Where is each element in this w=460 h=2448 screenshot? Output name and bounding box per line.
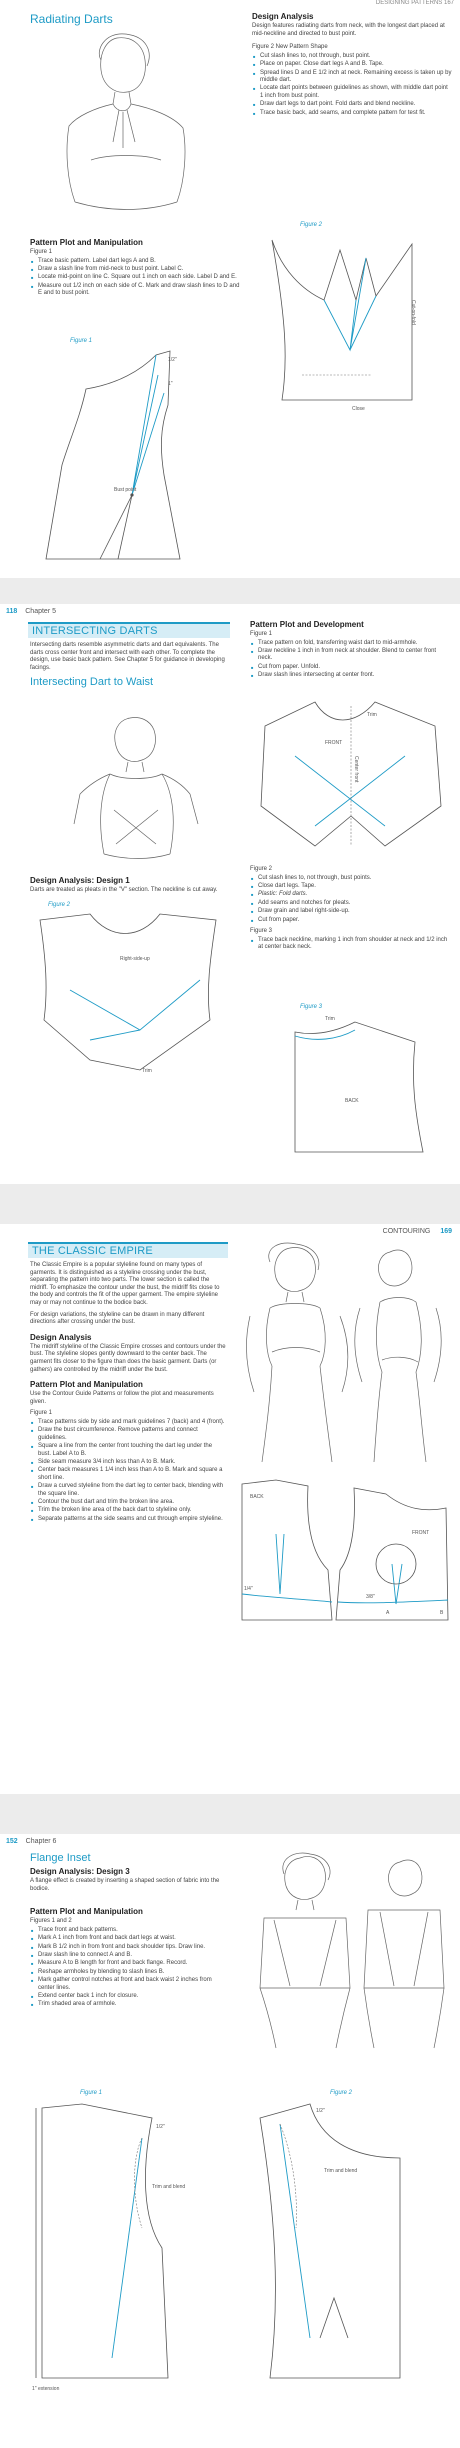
list-item: ■ Measure A to B length for front and back flange. Record. (38, 1960, 230, 1967)
list-item: ■ Cut from paper. Unfold. (258, 664, 450, 671)
half-inch-label: 1/2" (168, 357, 177, 363)
list-item: ■ Cut from paper. (258, 917, 450, 924)
trim-label-fig3: Trim (325, 1016, 335, 1022)
left-column (30, 1262, 226, 1527)
chapter-label: Chapter 6 (25, 1838, 57, 1845)
list-item: ■ Draw the bust circumference. Remove patterns and connect guidelines. (38, 1427, 226, 1442)
figure2-caption: Figure 2 (48, 902, 71, 908)
list-item: ■ Extend center back 1 inch for closure. (38, 1993, 230, 2000)
left-column (30, 12, 240, 26)
section-label: CONTOURING (382, 1228, 431, 1235)
back-label: BACK (250, 1494, 264, 1500)
list-item: ■ Mark A 1 inch from front and back dart legs at waist. (38, 1935, 230, 1942)
back-label: BACK (345, 1098, 359, 1104)
list-item: ■ Draw a curved styleline from the dart leg to center back, blending with the square line. (38, 1483, 226, 1498)
figure2-caption: Figure 2 (300, 222, 323, 228)
list-item: ■ Contour the bust dart and trim the broken line area. (38, 1499, 226, 1506)
page-gap (0, 578, 460, 604)
half-inch-label: 1/2" (156, 2124, 165, 2130)
subtitle: Intersecting Dart to Waist (30, 676, 154, 689)
point-a-label: A (386, 1610, 390, 1616)
intro-text-2: For design variations, the styleline can be drawn in many different directions after crossing under the bust. (30, 1311, 205, 1326)
figure1-label: Figure 1 (250, 631, 273, 637)
close-label: Close (352, 406, 365, 412)
list-item: ■ Square a line from the center front touching the dart leg under the bust. Label A to B. (38, 1443, 226, 1458)
figure3-caption: Figure 3 (300, 1004, 323, 1010)
page-intersecting-darts (0, 604, 460, 1184)
figure1-label: Figure 1 (30, 1410, 53, 1417)
design-analysis-heading: Design Analysis (252, 12, 314, 21)
sketch-flange-inset (250, 1848, 450, 2053)
list-item: ■ Trim shaded area of armhole. (38, 2001, 230, 2008)
page-gap (0, 1184, 460, 1224)
pattern-figure3 (285, 1012, 435, 1162)
page-number: 152 (6, 1838, 18, 1845)
pattern-figure1 (255, 696, 450, 856)
list-item: ■ Spread lines D and E 1/2 inch at neck. Remaining excess is taken up by middle dart. (260, 70, 452, 85)
plot-text: Use the Contour Guide Patterns or follow the plot and measurements given. (30, 1391, 214, 1405)
page-classic-empire (0, 1224, 460, 1794)
list-item: ■ Place on paper. Close dart legs A and B. Tape. (260, 61, 452, 68)
list-item: ■ Add seams and notches for pleats. (258, 900, 450, 907)
pattern-figure2 (30, 910, 230, 1080)
design-analysis-text: A flange effect is created by inserting a shaped section of fabric into the bodice. (30, 1878, 220, 1892)
design-analysis-block (30, 876, 230, 899)
left-column (30, 1852, 230, 2013)
list-item: ■ Close dart legs. Tape. (258, 883, 450, 890)
right-side-up-label: Right-side-up (120, 956, 150, 962)
trim-label: Trim (142, 1068, 152, 1074)
list-item: ■ Draw a slash line from mid-neck to bust point. Label C. (38, 266, 240, 273)
front-label: FRONT (325, 740, 343, 746)
page-radiating-darts (0, 0, 460, 578)
sketch-intersecting-darts (70, 714, 220, 864)
plot-block (30, 238, 240, 302)
dim-quarter-label: 1/4" (244, 1586, 253, 1592)
figure2-list (252, 53, 452, 117)
pattern-figure1 (236, 1474, 452, 1634)
list-item: ■ Measure out 1/2 inch on each side of C. Mark and draw slash lines to D and E and to bust point. (38, 283, 240, 298)
running-header: DESIGNING PATTERNS 167 (375, 0, 454, 6)
figure1-list (250, 640, 450, 680)
figure1-caption: Figure 1 (70, 338, 93, 344)
sketch-radiating-darts (55, 30, 215, 230)
figures-label: Figures 1 and 2 (30, 1918, 72, 1925)
figure3-list (250, 937, 450, 952)
chapter-label: Chapter 5 (25, 608, 56, 615)
design-analysis-text: Darts are treated as pleats in the "V" section. The neckline is cut away. (30, 887, 218, 893)
page-flange-inset (0, 1834, 460, 2448)
front-label: FRONT (412, 1530, 430, 1536)
list-item: ■ Plastic: Fold darts. (258, 891, 450, 898)
left-column (30, 642, 230, 688)
list-item: ■ Trace basic pattern. Label dart legs A and B. (38, 258, 240, 265)
design-analysis-text: The midriff styleline of the Classic Empire crosses and contours under the bust. The styleline slopes gently downward to the center back. The garment fits closer to the figure than does the basic garment. Darts (or gathers) are controlled by the midriff under the bust. (30, 1343, 226, 1373)
figure2-label: Figure 2 (250, 866, 273, 872)
figure2-caption: Figure 2 (330, 2090, 353, 2096)
list-item: ■ Cut slash lines to, not through, bust point. (260, 53, 452, 60)
figure1-caption: Figure 1 (80, 2090, 103, 2096)
trim-blend-label: Trim and blend (152, 2184, 186, 2190)
section-banner: THE CLASSIC EMPIRE (28, 1242, 228, 1258)
pattern-figure2 (262, 230, 442, 410)
list-item: ■ Trace front and back patterns. (38, 1927, 230, 1934)
one-inch-label: 1" (168, 381, 173, 387)
figure2-list (250, 875, 450, 924)
list-item: ■ Draw dart legs to dart point. Fold darts and blend neckline. (260, 101, 452, 108)
list-item: ■ Draw neckline 1 inch in from neck at shoulder. Blend to center front neck. (258, 648, 450, 663)
list-item: ■ Locate dart points between guidelines as shown, with middle dart point 1 inch from bust point. (260, 85, 452, 100)
right-column (252, 12, 452, 121)
list-item: ■ Trace patterns side by side and mark guidelines 7 (back) and 4 (front). (38, 1419, 226, 1426)
section-title: Flange Inset (30, 1852, 91, 1864)
list-item: ■ Trace basic back, add seams, and complete pattern for test fit. (260, 110, 452, 117)
trim-blend-label-fig2: Trim and blend (324, 2168, 358, 2174)
page-number: 169 (440, 1228, 452, 1235)
design-analysis-heading: Design Analysis: Design 1 (30, 876, 130, 885)
bust-point-label: Bust point (114, 487, 137, 493)
trim-label-fig1: Trim (367, 712, 377, 718)
design-analysis-heading: Design Analysis (30, 1332, 92, 1342)
list-item: ■ Draw grain and label right-side-up. (258, 908, 450, 915)
extension-label: 1" extension (32, 2386, 60, 2392)
list-item: ■ Separate patterns at the side seams and cut through empire styleline. (38, 1516, 226, 1523)
list-item: ■ Mark gather control notches at front and back waist 2 inches from center lines. (38, 1977, 230, 1992)
list-item: ■ Draw slash line to connect A and B. (38, 1952, 230, 1959)
running-header (383, 1228, 452, 1235)
intro-text: Intersecting darts resemble asymmetric darts and dart equivalents. The darts cross center front and intersect with each other. To complete the design, use basic back pattern. See Chapter 5 for guidance in developing facings. (30, 642, 225, 671)
running-header (6, 1838, 56, 1845)
plot-heading: Pattern Plot and Manipulation (30, 1380, 143, 1390)
list-item: ■ Trace pattern on fold, transferring waist dart to mid-armhole. (258, 640, 450, 647)
figure3-label: Figure 3 (250, 928, 273, 935)
figure2-heading: Figure 2 New Pattern Shape (252, 44, 328, 51)
list-item: ■ Side seam measure 3/4 inch less than A to B. Mark. (38, 1459, 226, 1466)
center-front-label: Center front (353, 756, 359, 783)
intro-text-1: The Classic Empire is a popular styleline found on many types of garments. It is distinguished as a styleline crossing under the bust, separating the pattern into two parts. The lower section is called the midriff. To emphasize the contour under the bust, the midriff fits close to the body and controls the fit of the upper garment. The empire styleline may or may not continue to the bodice back. (30, 1262, 220, 1306)
right-column (250, 620, 450, 684)
section-title: Radiating Darts (30, 12, 113, 26)
figure1-list (30, 258, 240, 298)
point-b-label: B (440, 1610, 444, 1616)
cut-on-fold-label: Cut-on-fold (410, 300, 416, 325)
page-gap (0, 1794, 460, 1834)
pattern-figure1 (32, 2098, 232, 2398)
figure1-label: Figure 1 (30, 249, 53, 255)
list-item: ■ Cut slash lines to, not through, bust points. (258, 875, 450, 882)
design-analysis-text: Design features radiating darts from neck, with the longest dart placed at mid-neckline and directed to bust point. (252, 23, 445, 37)
figure2-block (250, 866, 450, 955)
list-item: ■ Trim the broken line area of the back dart to styleline only. (38, 1507, 226, 1514)
half-inch-label-fig2: 1/2" (316, 2108, 325, 2114)
plot-heading: Pattern Plot and Development (250, 620, 364, 629)
list-item: ■ Locate mid-point on line C. Square out 1 inch on each side. Label D and E. (38, 274, 240, 281)
section-banner: INTERSECTING DARTS (28, 622, 230, 638)
list-item: ■ Center back measures 1 1/4 inch less than A to B. Mark and square a short line. (38, 1467, 226, 1482)
list-item: ■ Mark B 1/2 inch in from front and back shoulder tips. Draw line. (38, 1944, 230, 1951)
dim-three-eighths-label: 3/8" (366, 1594, 375, 1600)
figure1-list (30, 1419, 226, 1523)
sketch-classic-empire (240, 1242, 450, 1467)
design-analysis-heading: Design Analysis: Design 3 (30, 1867, 130, 1876)
pattern-figure1 (40, 345, 200, 570)
list-item: ■ Reshape armholes by blending to slash lines B. (38, 1969, 230, 1976)
list-item: ■ Trace back neckline, marking 1 inch from shoulder at neck and 1/2 inch at center back neck. (258, 937, 450, 952)
plot-heading: Pattern Plot and Manipulation (30, 238, 143, 247)
running-header (6, 608, 56, 615)
figures-list (30, 1927, 230, 2009)
list-item: ■ Draw slash lines intersecting at center front. (258, 672, 450, 679)
page-number: 118 (6, 608, 18, 615)
plot-heading: Pattern Plot and Manipulation (30, 1907, 143, 1917)
pattern-figure2 (250, 2098, 450, 2398)
